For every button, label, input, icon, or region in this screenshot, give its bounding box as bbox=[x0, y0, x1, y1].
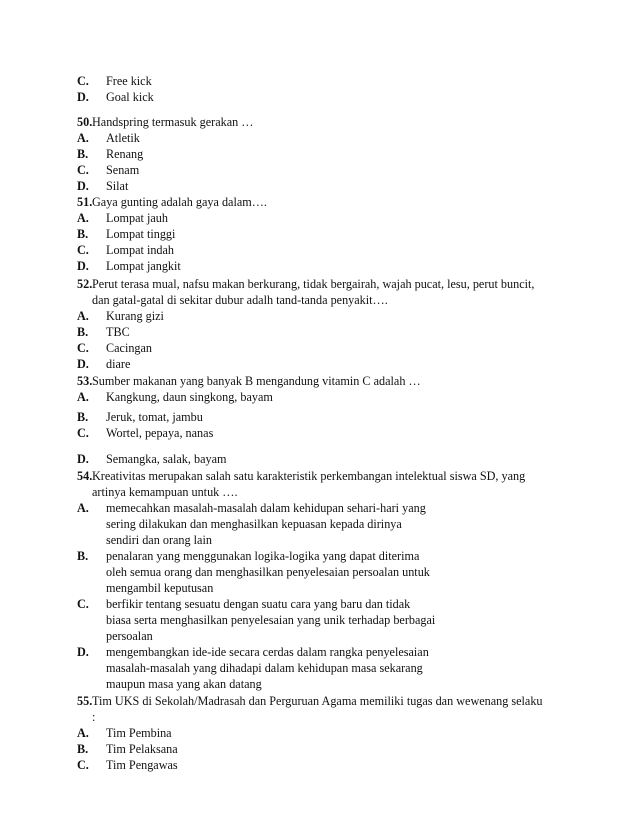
question-text: artinya kemampuan untuk …. bbox=[92, 485, 238, 499]
answer-option bbox=[0, 131, 638, 147]
option-text: biasa serta menghasilkan penyelesaian yang unik terhadap berbagai bbox=[106, 613, 436, 627]
option-text: Wortel, pepaya, nanas bbox=[106, 426, 214, 440]
option-text: oleh semua orang dan menghasilkan penyelesaian persoalan untuk bbox=[106, 565, 430, 579]
question-line bbox=[0, 374, 638, 390]
option-text: Free kick bbox=[106, 74, 152, 88]
option-text: Kurang gizi bbox=[106, 309, 164, 323]
answer-option-continuation bbox=[0, 677, 638, 693]
question-text: Sumber makanan yang banyak B mengandung vitamin C adalah … bbox=[92, 374, 421, 388]
option-text: memecahkan masalah-masalah dalam kehidupan sehari-hari yang bbox=[106, 501, 426, 515]
option-text: Cacingan bbox=[106, 341, 153, 355]
answer-option bbox=[0, 645, 638, 661]
question-text: dan gatal-gatal di sekitar dubur adalh tand-tanda penyakit…. bbox=[92, 293, 388, 307]
option-label: B. bbox=[77, 742, 89, 756]
answer-option bbox=[0, 163, 638, 179]
answer-option bbox=[0, 227, 638, 243]
option-text: mengembangkan ide-ide secara cerdas dalam rangka penyelesaian bbox=[106, 645, 429, 659]
option-label: D. bbox=[77, 452, 89, 466]
option-text: persoalan bbox=[106, 629, 153, 643]
option-text: mengambil keputusan bbox=[106, 581, 214, 595]
question-continuation-line bbox=[0, 710, 638, 726]
option-label: C. bbox=[77, 243, 89, 257]
option-text: Renang bbox=[106, 147, 144, 161]
option-label: C. bbox=[77, 597, 89, 611]
question-text: Handspring termasuk gerakan … bbox=[92, 115, 254, 129]
option-label: A. bbox=[77, 726, 89, 740]
option-text: TBC bbox=[106, 325, 130, 339]
answer-option-continuation bbox=[0, 629, 638, 645]
option-label: D. bbox=[77, 179, 89, 193]
answer-option bbox=[0, 452, 638, 468]
option-label: D. bbox=[77, 645, 89, 659]
answer-option bbox=[0, 426, 638, 442]
answer-option-continuation bbox=[0, 517, 638, 533]
question-line bbox=[0, 469, 638, 485]
option-text: Kangkung, daun singkong, bayam bbox=[106, 390, 273, 404]
question-text: Tim UKS di Sekolah/Madrasah dan Perguruan Agama memiliki tugas dan wewenang selaku bbox=[92, 694, 543, 708]
question-line bbox=[0, 195, 638, 211]
option-text: Tim Pembina bbox=[106, 726, 172, 740]
answer-option bbox=[0, 147, 638, 163]
answer-option-continuation bbox=[0, 533, 638, 549]
answer-option bbox=[0, 726, 638, 742]
answer-option-continuation bbox=[0, 613, 638, 629]
answer-option bbox=[0, 179, 638, 195]
option-label: B. bbox=[77, 147, 89, 161]
option-label: D. bbox=[77, 357, 89, 371]
answer-option bbox=[0, 259, 638, 275]
option-text: Silat bbox=[106, 179, 129, 193]
answer-option bbox=[0, 758, 638, 774]
option-label: A. bbox=[77, 309, 89, 323]
question-line bbox=[0, 277, 638, 293]
option-text: Tim Pengawas bbox=[106, 758, 178, 772]
answer-option-continuation bbox=[0, 565, 638, 581]
option-text: Lompat indah bbox=[106, 243, 175, 257]
answer-option bbox=[0, 211, 638, 227]
option-text: Lompat tinggi bbox=[106, 227, 176, 241]
question-text: Kreativitas merupakan salah satu karakteristik perkembangan intelektual siswa SD, yang bbox=[92, 469, 526, 483]
answer-option bbox=[0, 390, 638, 406]
answer-option bbox=[0, 243, 638, 259]
answer-option-continuation bbox=[0, 581, 638, 597]
answer-option bbox=[0, 742, 638, 758]
question-number: 50. bbox=[77, 115, 93, 129]
question-continuation-line bbox=[0, 485, 638, 501]
question-number: 53. bbox=[77, 374, 93, 388]
option-label: A. bbox=[77, 390, 89, 404]
answer-option bbox=[0, 549, 638, 565]
option-label: B. bbox=[77, 549, 89, 563]
option-text: Lompat jauh bbox=[106, 211, 168, 225]
question-text: : bbox=[92, 710, 96, 724]
option-label: D. bbox=[77, 90, 89, 104]
option-text: maupun masa yang akan datang bbox=[106, 677, 262, 691]
option-label: C. bbox=[77, 163, 89, 177]
option-text: sendiri dan orang lain bbox=[106, 533, 212, 547]
option-text: Semangka, salak, bayam bbox=[106, 452, 227, 466]
option-text: penalaran yang menggunakan logika-logika yang dapat diterima bbox=[106, 549, 420, 563]
option-label: C. bbox=[77, 426, 89, 440]
option-text: masalah-masalah yang dihadapi dalam kehidupan masa sekarang bbox=[106, 661, 423, 675]
question-text: Perut terasa mual, nafsu makan berkurang, tidak bergairah, wajah pucat, lesu, perut buncit, bbox=[92, 277, 535, 291]
answer-option bbox=[0, 90, 638, 106]
option-text: diare bbox=[106, 357, 131, 371]
option-label: A. bbox=[77, 211, 89, 225]
option-label: B. bbox=[77, 227, 89, 241]
option-text: Atletik bbox=[106, 131, 140, 145]
answer-option bbox=[0, 74, 638, 90]
answer-option bbox=[0, 325, 638, 341]
question-number: 51. bbox=[77, 195, 93, 209]
option-label: C. bbox=[77, 341, 89, 355]
option-label: B. bbox=[77, 410, 89, 424]
question-text: Gaya gunting adalah gaya dalam…. bbox=[92, 195, 267, 209]
option-text: Jeruk, tomat, jambu bbox=[106, 410, 203, 424]
answer-option bbox=[0, 597, 638, 613]
option-text: Tim Pelaksana bbox=[106, 742, 178, 756]
option-label: C. bbox=[77, 74, 89, 88]
option-label: B. bbox=[77, 325, 89, 339]
option-text: Senam bbox=[106, 163, 140, 177]
question-number: 55. bbox=[77, 694, 93, 708]
question-number: 52. bbox=[77, 277, 93, 291]
question-number: 54. bbox=[77, 469, 93, 483]
answer-option bbox=[0, 501, 638, 517]
answer-option bbox=[0, 357, 638, 373]
option-label: C. bbox=[77, 758, 89, 772]
option-label: A. bbox=[77, 501, 89, 515]
option-text: sering dilakukan dan menghasilkan kepuasan kepada dirinya bbox=[106, 517, 402, 531]
answer-option bbox=[0, 309, 638, 325]
option-label: A. bbox=[77, 131, 89, 145]
answer-option-continuation bbox=[0, 661, 638, 677]
question-line bbox=[0, 694, 638, 710]
answer-option bbox=[0, 410, 638, 426]
option-label: D. bbox=[77, 259, 89, 273]
option-text: Lompat jangkit bbox=[106, 259, 181, 273]
answer-option bbox=[0, 341, 638, 357]
question-line bbox=[0, 115, 638, 131]
option-text: berfikir tentang sesuatu dengan suatu cara yang baru dan tidak bbox=[106, 597, 411, 611]
option-text: Goal kick bbox=[106, 90, 154, 104]
question-continuation-line bbox=[0, 293, 638, 309]
